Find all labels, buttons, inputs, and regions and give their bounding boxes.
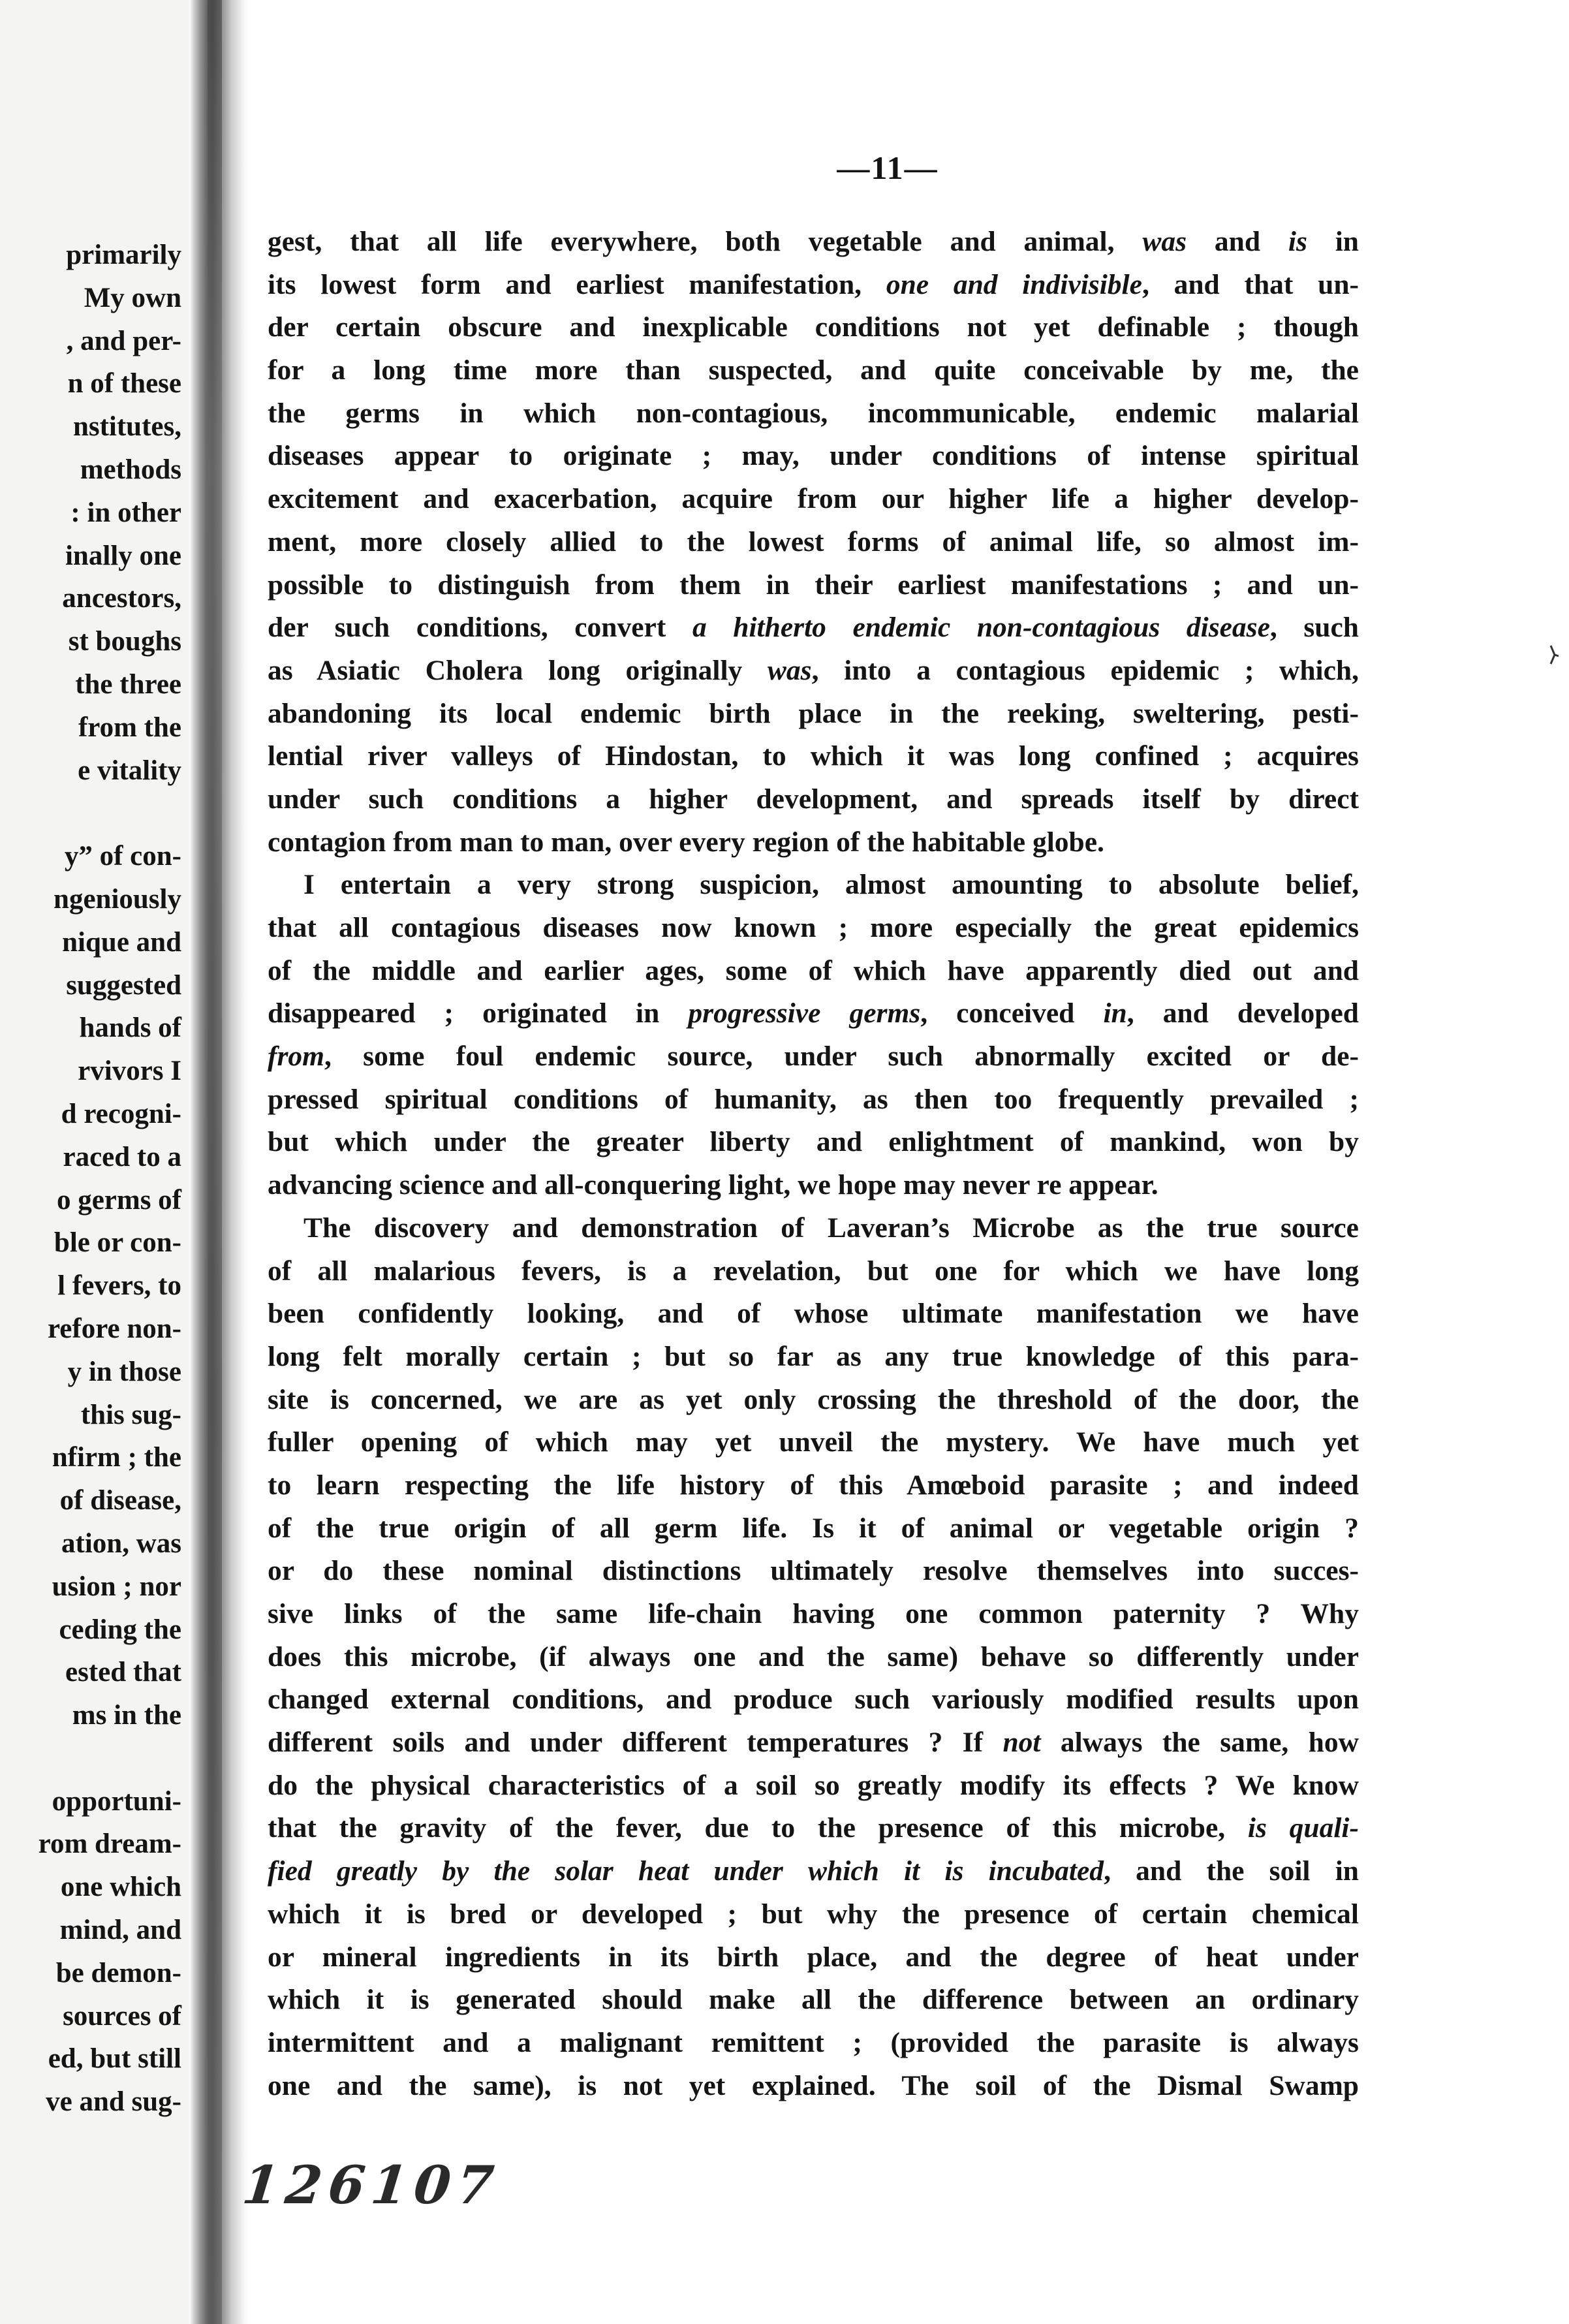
facing-page-line: usion ; nor: [52, 1571, 181, 1602]
facing-page-line: [0, 1737, 181, 1780]
text-line: the germs in which non-contagious, incommunicable, endemic malarial: [268, 397, 1359, 429]
text-line: different soils and under different temperatures ? If not always the same, how: [268, 1727, 1359, 1759]
text-line: that the gravity of the fever, due to the presence of this microbe, is quali-: [268, 1812, 1359, 1844]
page-number: —11—: [837, 149, 939, 186]
text-line: been confidently looking, and of whose ultimate manifestation we have: [268, 1298, 1359, 1330]
facing-page-line: sources of: [63, 2000, 181, 2032]
facing-page-line: this sug-: [80, 1399, 181, 1430]
emphasis: is quali-: [1247, 1812, 1359, 1844]
facing-page-line: My own: [84, 282, 181, 313]
text-line: which it is bred or developed ; but why the presence of certain chemical: [268, 1898, 1359, 1930]
facing-page-line: nfirm ; the: [52, 1442, 181, 1473]
paragraph: [268, 1207, 1359, 2107]
facing-page-line: ceding the: [59, 1614, 181, 1645]
facing-page-line: l fevers, to: [57, 1270, 181, 1302]
facing-page-line: : in other: [70, 497, 181, 528]
text-line: of the middle and earlier ages, some of which have apparently died out and: [268, 954, 1359, 986]
catalog-number: 126107: [240, 2154, 503, 2216]
margin-mark-icon: [1548, 643, 1560, 667]
text-line: does this microbe, (if always one and the same) behave so differently under: [268, 1641, 1359, 1672]
text-line: sive links of the same life-chain having one common paternity ? Why: [268, 1598, 1359, 1629]
text-line: abandoning its local endemic birth place in the reeking, sweltering, pesti-: [268, 697, 1359, 729]
facing-page-line: ble or con-: [54, 1227, 181, 1259]
facing-page-line: ed, but still: [48, 2043, 181, 2075]
text-line: do the physical characteristics of a soil so greatly modify its effects ? We know: [268, 1769, 1359, 1801]
text-line: from, some foul endemic source, under such abnormally excited or de-: [268, 1041, 1359, 1073]
text-line: or mineral ingredients in its birth place, and the degree of heat under: [268, 1941, 1359, 1973]
facing-page-line: rvivors I: [78, 1056, 181, 1087]
text-line: to learn respecting the life history of this Amœboid parasite ; and indeed: [268, 1469, 1359, 1501]
text-line: or do these nominal distinctions ultimately resolve themselves into succes-: [268, 1555, 1359, 1587]
paragraph: [268, 864, 1359, 1207]
text-line: long felt morally certain ; but so far as any true knowledge of this para-: [268, 1340, 1359, 1372]
text-line: fuller opening of which may yet unveil the mystery. We have much yet: [268, 1426, 1359, 1458]
text-line: its lowest form and earliest manifestation, one and indivisible, and that un-: [268, 268, 1359, 300]
emphasis: was: [767, 654, 812, 686]
facing-page-line: from the: [78, 712, 181, 743]
text-line: pressed spiritual conditions of humanity, as then too frequently prevailed ;: [268, 1083, 1359, 1115]
facing-page-line: mind, and: [59, 1915, 181, 1946]
text-line: advancing science and all-conquering light, we hope may never re appear.: [268, 1169, 1158, 1201]
text-line: ment, more closely allied to the lowest forms of animal life, so almost im-: [268, 526, 1359, 557]
facing-page-line: rom dream-: [38, 1829, 181, 1860]
facing-page-line: d recogni-: [61, 1098, 181, 1129]
text-line: as Asiatic Cholera long originally was, into a contagious epidemic ; which,: [268, 654, 1359, 686]
facing-page-line: nstitutes,: [72, 411, 181, 443]
emphasis: one and indivisible: [886, 268, 1142, 300]
facing-page-line: refore non-: [47, 1313, 181, 1344]
facing-page-line: hands of: [79, 1013, 181, 1044]
facing-page-line: [0, 792, 181, 835]
facing-page-line: ested that: [65, 1657, 181, 1688]
facing-page-line: methods: [80, 454, 181, 485]
facing-page-line: y in those: [67, 1356, 181, 1387]
text-line: intermittent and a malignant remittent ; (provided the parasite is always: [268, 2026, 1359, 2058]
text-line: fied greatly by the solar heat under which it is incubated, and the soil in: [268, 1855, 1359, 1887]
main-page: [248, 0, 1569, 2324]
emphasis: fied greatly by the solar heat under which it is incubated: [268, 1855, 1104, 1887]
facing-page-line: one which: [60, 1872, 181, 1903]
emphasis: from: [268, 1041, 324, 1073]
facing-page-line: the three: [75, 668, 181, 700]
facing-page: [0, 0, 189, 2324]
facing-page-line: st boughs: [68, 626, 181, 657]
text-line: lential river valleys of Hindostan, to which it was long confined ; acquires: [268, 740, 1359, 772]
emphasis: in: [1103, 997, 1127, 1029]
text-line: der certain obscure and inexplicable conditions not yet definable ; though: [268, 311, 1359, 343]
facing-page-line: raced to a: [63, 1141, 181, 1172]
facing-page-line: ve and sug-: [46, 2086, 181, 2118]
emphasis: progressive germs: [688, 997, 921, 1029]
emphasis: a hitherto endemic non-contagious disease: [692, 612, 1270, 644]
facing-page-line: be demon-: [55, 1957, 181, 1988]
facing-page-line: inally one: [65, 540, 181, 571]
text-line: The discovery and demonstration of Laveran’s Microbe as the true source: [303, 1212, 1359, 1244]
text-line: of all malarious fevers, is a revelation, but one for which we have long: [268, 1255, 1359, 1287]
body-text: [268, 221, 1359, 2107]
facing-page-line: y” of con-: [64, 841, 181, 872]
text-line: der such conditions, convert a hitherto endemic non-contagious disease, such: [268, 612, 1359, 644]
facing-page-line: of disease,: [59, 1485, 181, 1516]
emphasis: was: [1142, 226, 1187, 257]
text-line: changed external conditions, and produce such variously modified results upon: [268, 1684, 1359, 1716]
text-line: site is concerned, we are as yet only crossing the threshold of the door, the: [268, 1383, 1359, 1415]
text-line: I entertain a very strong suspicion, almost amounting to absolute belief,: [303, 869, 1359, 901]
text-line: contagion from man to man, over every region of the habitable globe.: [268, 826, 1104, 858]
facing-page-line: primarily: [66, 240, 181, 270]
text-line: which it is generated should make all the difference between an ordinary: [268, 1984, 1359, 2016]
emphasis: is: [1288, 226, 1307, 257]
facing-page-line: e vitality: [78, 755, 181, 786]
text-line: disappeared ; originated in progressive germs, conceived in, and developed: [268, 997, 1359, 1029]
text-line: that all contagious diseases now known ; more especially the great epidemics: [268, 912, 1359, 943]
facing-page-line: n of these: [67, 368, 181, 400]
emphasis: not: [1002, 1727, 1041, 1759]
facing-page-line: suggested: [66, 969, 181, 1001]
text-line: excitement and exacerbation, acquire from our higher life a higher develop-: [268, 483, 1359, 515]
facing-page-line: ation, was: [61, 1528, 181, 1559]
text-line: gest, that all life everywhere, both vegetable and animal, was and is in: [268, 226, 1359, 257]
facing-page-line: ngeniously: [54, 883, 181, 915]
facing-page-line: , and per-: [66, 325, 181, 356]
facing-page-line: nique and: [62, 926, 181, 958]
facing-page-text: [0, 234, 181, 2124]
text-line: one and the same), is not yet explained. The soil of the Dismal Swamp: [268, 2069, 1359, 2101]
text-line: of the true origin of all germ life. Is it of animal or vegetable origin ?: [268, 1512, 1359, 1544]
facing-page-line: o germs of: [56, 1184, 181, 1216]
text-line: diseases appear to originate ; may, under conditions of intense spiritual: [268, 440, 1359, 472]
text-line: under such conditions a higher development, and spreads itself by direct: [268, 783, 1359, 815]
paragraph: [268, 221, 1359, 864]
text-line: but which under the greater liberty and enlightment of mankind, won by: [268, 1126, 1359, 1158]
facing-page-line: ancestors,: [62, 583, 181, 614]
facing-page-line: opportuni-: [52, 1785, 181, 1817]
gutter-shadow: [208, 0, 222, 2324]
text-line: for a long time more than suspected, and quite conceivable by me, the: [268, 354, 1359, 386]
text-line: possible to distinguish from them in their earliest manifestations ; and un-: [268, 569, 1359, 601]
facing-page-line: ms in the: [72, 1700, 181, 1731]
